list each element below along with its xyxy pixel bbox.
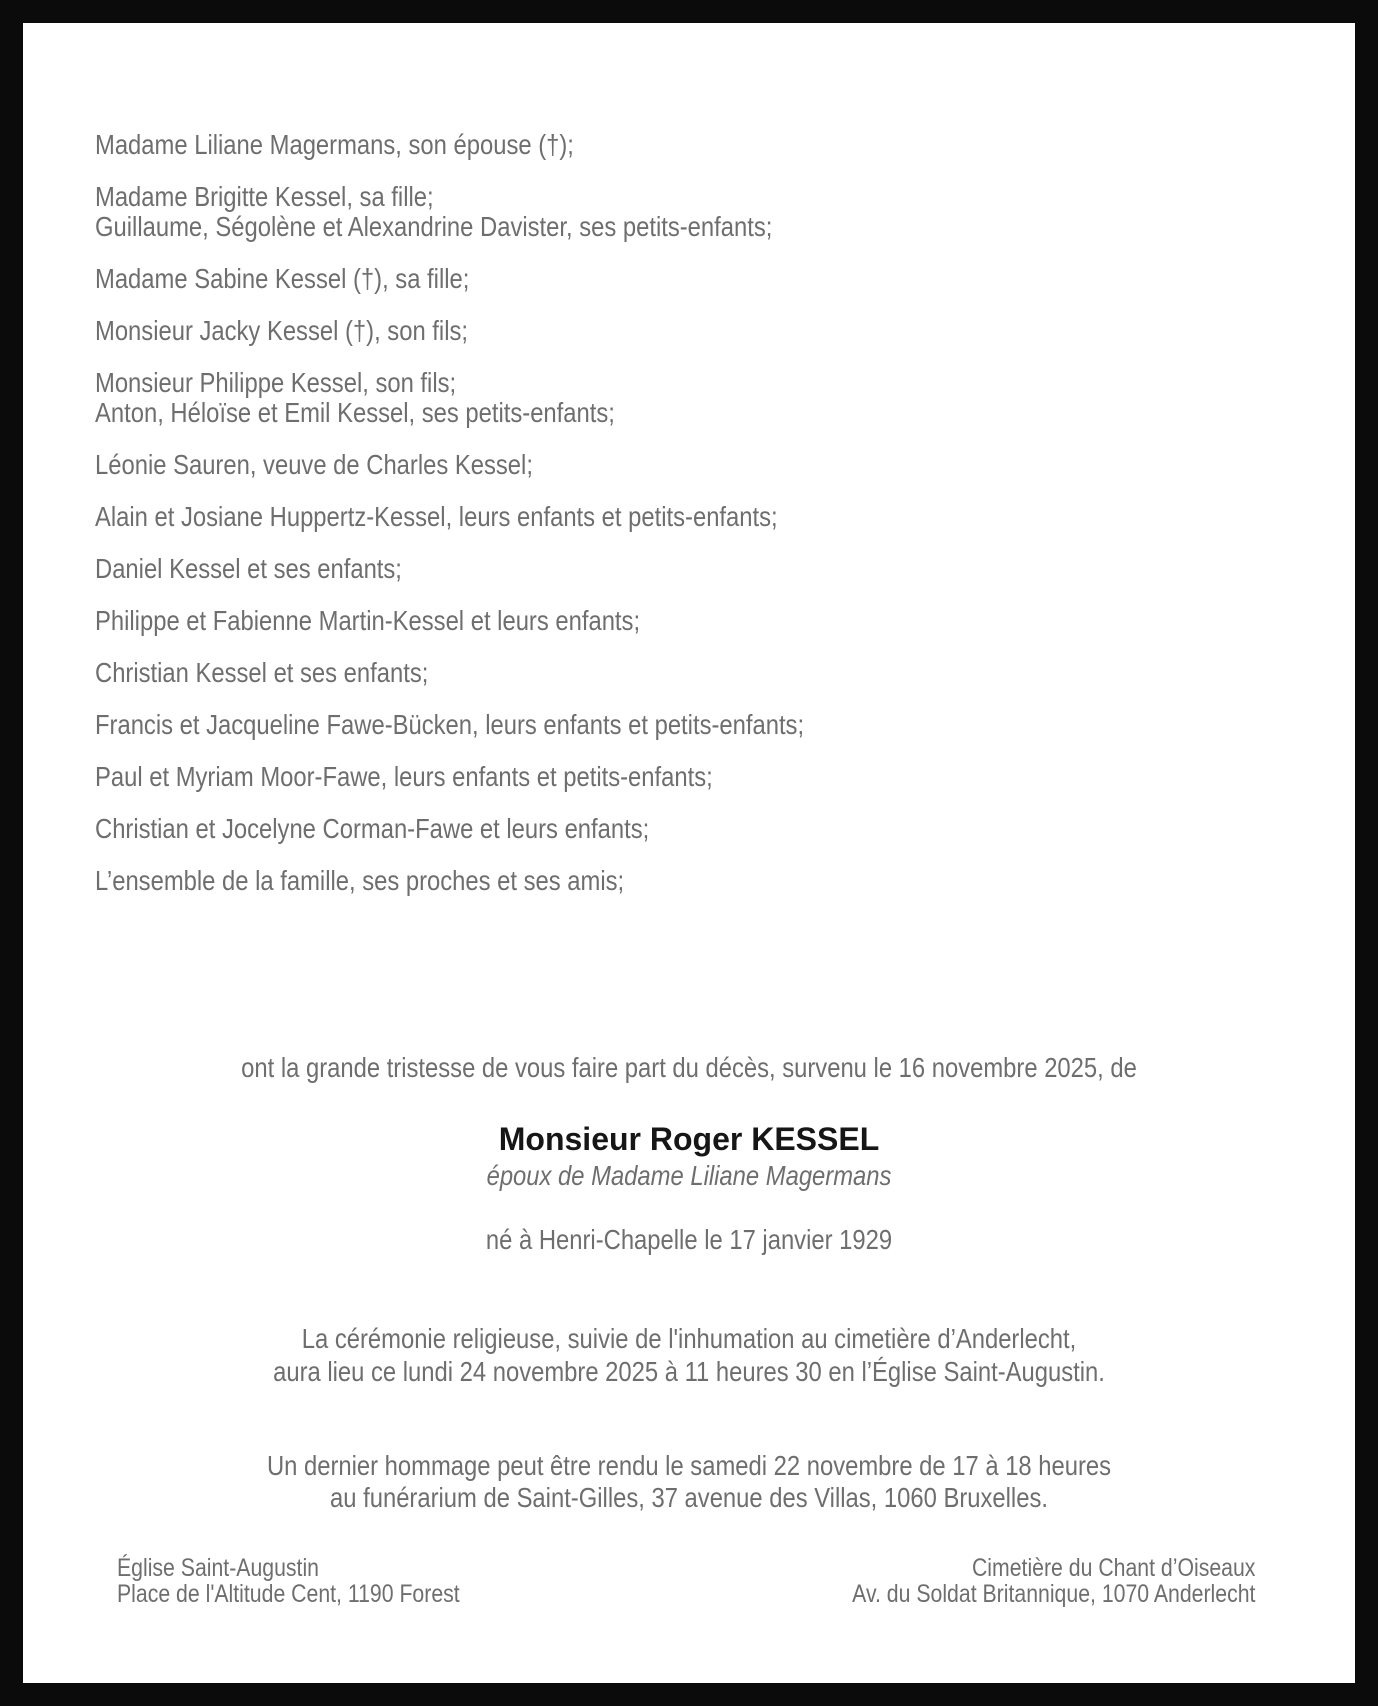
- family-line: Paul et Myriam Moor-Fawe, leurs enfants et petits-enfants;: [95, 761, 713, 792]
- birth-line: né à Henri-Chapelle le 17 janvier 1929: [485, 1224, 893, 1255]
- family-group: [95, 450, 1166, 480]
- mourning-card: [23, 23, 1355, 1683]
- homage-line: au funérarium de Saint-Gilles, 37 avenue des Villas, 1060 Bruxelles.: [330, 1482, 1048, 1513]
- cemetery-address-block: [852, 1555, 1255, 1607]
- family-group: [95, 814, 1166, 844]
- family-line: Monsieur Philippe Kessel, son fils;: [95, 367, 457, 398]
- ceremony-line: La cérémonie religieuse, suivie de l'inhumation au cimetière d’Anderlecht,: [301, 1323, 1077, 1354]
- family-line: Guillaume, Ségolène et Alexandrine Davister, ses petits-enfants;: [95, 211, 773, 242]
- ceremony-line: aura lieu ce lundi 24 novembre 2025 à 11 heures 30 en l’Église Saint-Augustin.: [273, 1356, 1105, 1387]
- cemetery-name: Cimetière du Chant d’Oiseaux: [971, 1554, 1255, 1582]
- family-group: [95, 316, 1166, 346]
- family-group: [95, 762, 1166, 792]
- family-line: Léonie Sauren, veuve de Charles Kessel;: [95, 449, 533, 480]
- locations-footer: [23, 1555, 1355, 1607]
- family-line: Madame Sabine Kessel (†), sa fille;: [95, 263, 470, 294]
- cemetery-address: Av. du Soldat Britannique, 1070 Anderlecht: [851, 1580, 1255, 1608]
- family-group: [95, 130, 1166, 160]
- family-group: [95, 264, 1166, 294]
- family-line: Madame Liliane Magermans, son épouse (†);: [95, 129, 574, 160]
- ceremony-paragraph: [123, 1322, 1255, 1388]
- family-group: [95, 368, 1166, 428]
- family-group: [95, 182, 1166, 242]
- family-line: Christian Kessel et ses enfants;: [95, 657, 429, 688]
- family-line: Alain et Josiane Huppertz-Kessel, leurs enfants et petits-enfants;: [95, 501, 778, 532]
- family-line: Madame Brigitte Kessel, sa fille;: [95, 181, 434, 212]
- family-group: [95, 554, 1166, 584]
- homage-paragraph: [123, 1450, 1255, 1514]
- deceased-name: Monsieur Roger KESSEL: [498, 1121, 880, 1157]
- family-group: [95, 658, 1166, 688]
- family-group: [95, 606, 1166, 636]
- family-group: [95, 502, 1166, 532]
- family-line: Christian et Jocelyne Corman-Fawe et leurs enfants;: [95, 813, 650, 844]
- family-line: L’ensemble de la famille, ses proches et ses amis;: [95, 865, 625, 896]
- spouse-line: époux de Madame Liliane Magermans: [486, 1160, 892, 1191]
- family-line: Anton, Héloïse et Emil Kessel, ses petits-enfants;: [95, 397, 615, 428]
- family-line: Monsieur Jacky Kessel (†), son fils;: [95, 315, 468, 346]
- family-group: [95, 710, 1166, 740]
- family-group: [95, 866, 1166, 896]
- family-line: Philippe et Fabienne Martin-Kessel et leurs enfants;: [95, 605, 641, 636]
- church-address-block: [117, 1555, 460, 1607]
- church-name: Église Saint-Augustin: [117, 1554, 319, 1582]
- church-address: Place de l'Altitude Cent, 1190 Forest: [117, 1580, 460, 1608]
- family-line: Daniel Kessel et ses enfants;: [95, 553, 402, 584]
- announcement-line: ont la grande tristesse de vous faire part du décès, survenu le 16 novembre 2025, de: [241, 1052, 1137, 1083]
- family-list: [95, 130, 1166, 896]
- family-line: Francis et Jacqueline Fawe-Bücken, leurs enfants et petits-enfants;: [95, 709, 805, 740]
- homage-line: Un dernier hommage peut être rendu le samedi 22 novembre de 17 à 18 heures: [266, 1450, 1112, 1481]
